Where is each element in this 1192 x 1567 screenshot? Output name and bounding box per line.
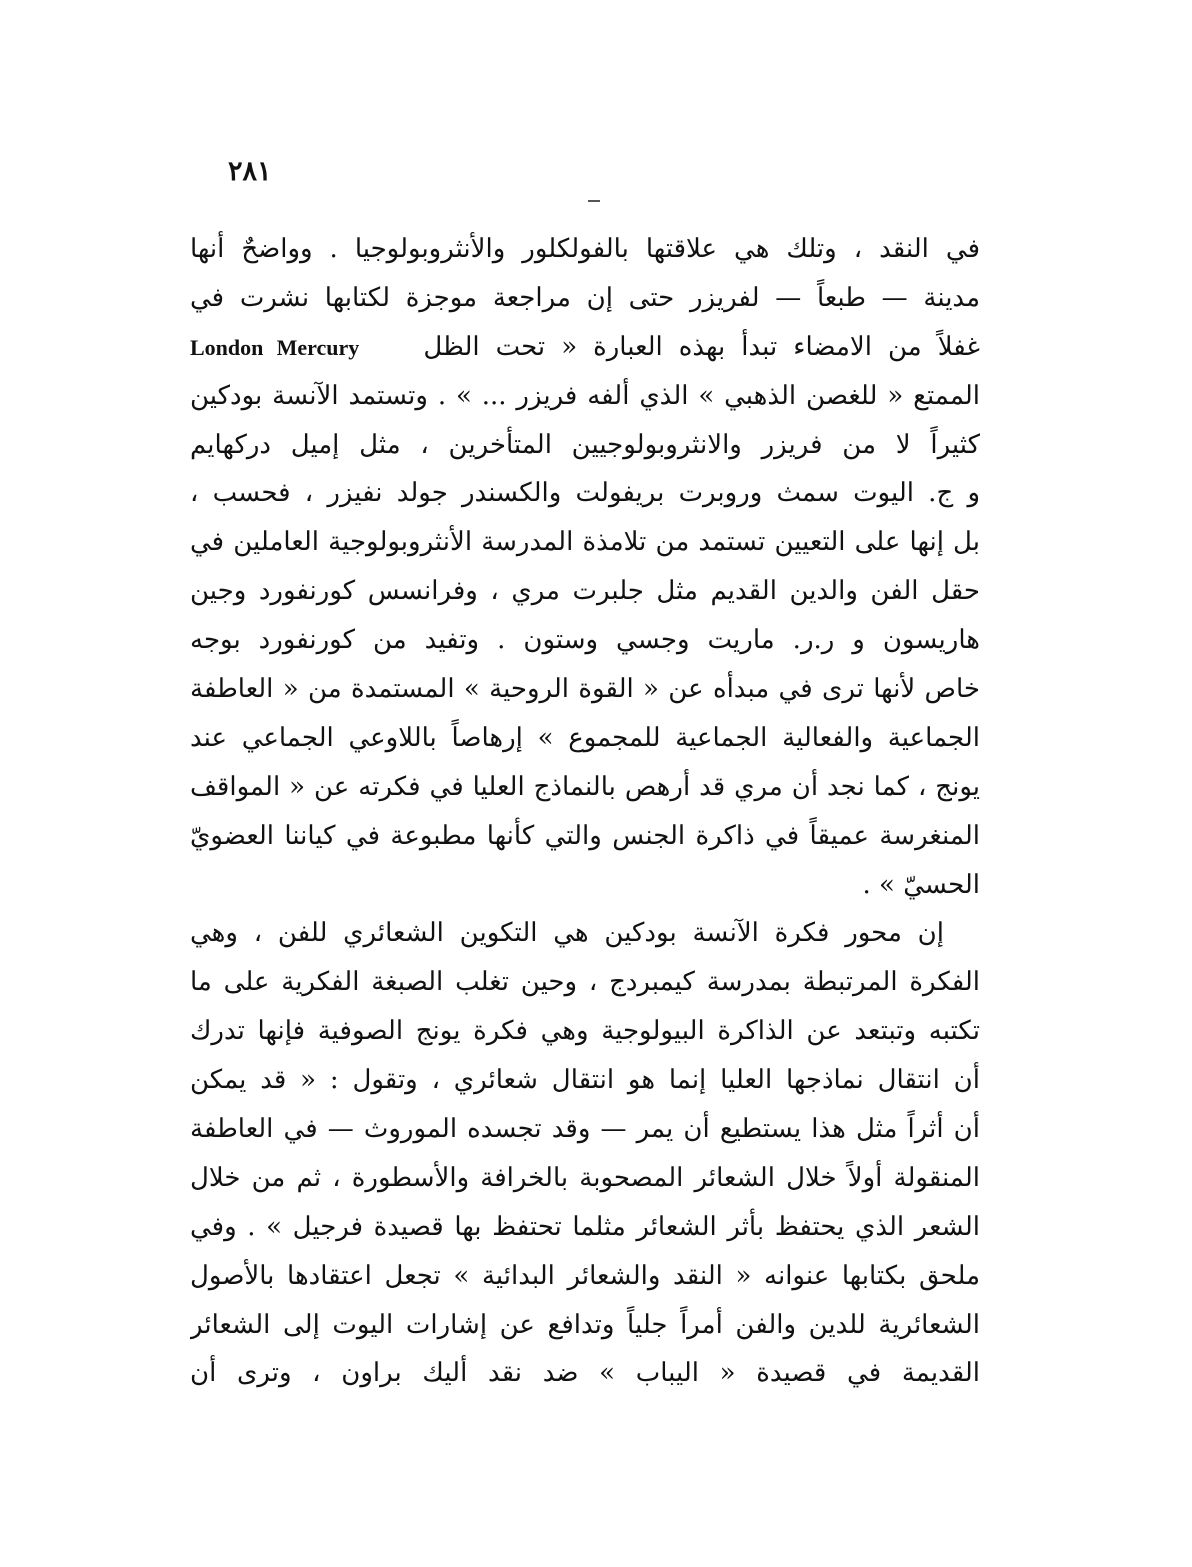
text-line-arabic: غفلاً من الامضاء تبدأ بهذه العبارة « تحت الظل	[423, 331, 980, 362]
text-line: هاريسون و ر.ر. ماريت وجسي وستون . وتفيد من كورنفورد بوجه	[190, 625, 980, 656]
text-line: و ج. اليوت سمث وروبرت بريفولت والكسندر جولد نفيزر ، فحسب ،	[190, 478, 980, 509]
text-line: في النقد ، وتلك هي علاقتها بالفولكلور والأنثروبولوجيا . وواضحٌ أنها	[190, 234, 980, 264]
text-line: يونج ، كما نجد أن مري قد أرهص بالنماذج العليا في فكرته عن « المواقف	[190, 771, 980, 802]
text-line: الفكرة المرتبطة بمدرسة كيمبردج ، وحين تغلب الصبغة الفكرية على ما	[190, 967, 980, 998]
body-text	[190, 225, 980, 1398]
text-line: أن أثراً مثل هذا يستطيع أن يمر — وقد تجسده الموروث — في العاطفة	[190, 1114, 980, 1145]
text-line: ملحق بكتابها عنوانه « النقد والشعائر البدائية » تجعل اعتقادها بالأصول	[190, 1260, 980, 1291]
header-mark	[588, 200, 600, 202]
journal-name: London Mercury	[190, 334, 360, 360]
text-line: المنقولة أولاً خلال الشعائر المصحوبة بالخرافة والأسطورة ، ثم من خلال	[190, 1162, 980, 1193]
text-line: الحسيّ » .	[862, 869, 980, 900]
text-line: إن محور فكرة الآنسة بودكين هي التكوين الشعائري للفن ، وهي	[190, 918, 944, 949]
page-number: ٢٨١	[228, 156, 272, 187]
text-line: تكتبه وتبتعد عن الذاكرة البيولوجية وهي فكرة يونج الصوفية فإنها تدرك	[190, 1016, 980, 1047]
text-line: بل إنها على التعيين تستمد من تلامذة المدرسة الأنثروبولوجية العاملين في	[190, 527, 980, 558]
text-line: الشعر الذي يحتفظ بأثر الشعائر مثلما تحتفظ بها قصيدة فرجيل » . وفي	[190, 1211, 980, 1242]
paragraph-1	[190, 225, 980, 909]
text-line: خاص لأنها ترى في مبدأه عن « القوة الروحية » المستمدة من « العاطفة	[190, 674, 980, 705]
text-line: حقل الفن والدين القديم مثل جلبرت مري ، وفرانسس كورنفورد وجين	[190, 576, 980, 607]
text-line: الجماعية والفعالية الجماعية للمجموع » إرهاصاً باللاوعي الجماعي عند	[190, 722, 980, 753]
text-line: القديمة في قصيدة « اليباب » ضد نقد أليك براون ، وترى أن	[190, 1358, 980, 1389]
text-line	[190, 323, 980, 372]
text-line: أن انتقال نماذجها العليا إنما هو انتقال شعائري ، وتقول : « قد يمكن	[190, 1065, 980, 1096]
text-line: الممتع « للغصن الذهبي » الذي ألفه فريزر ... » . وتستمد الآنسة بودكين	[190, 380, 980, 411]
paragraph-2	[190, 909, 980, 1398]
text-line: كثيراً لا من فريزر والانثروبولوجيين المتأخرين ، مثل إميل دركهايم	[190, 429, 980, 460]
text-line: المنغرسة عميقاً في ذاكرة الجنس والتي كأنها مطبوعة في كياننا العضويّ	[190, 820, 980, 851]
text-line: مدينة — طبعاً — لفريزر حتى إن مراجعة موجزة لكتابها نشرت في	[190, 282, 980, 313]
text-line: الشعائرية للدين والفن أمراً جلياً وتدافع عن إشارات اليوت إلى الشعائر	[190, 1309, 980, 1340]
